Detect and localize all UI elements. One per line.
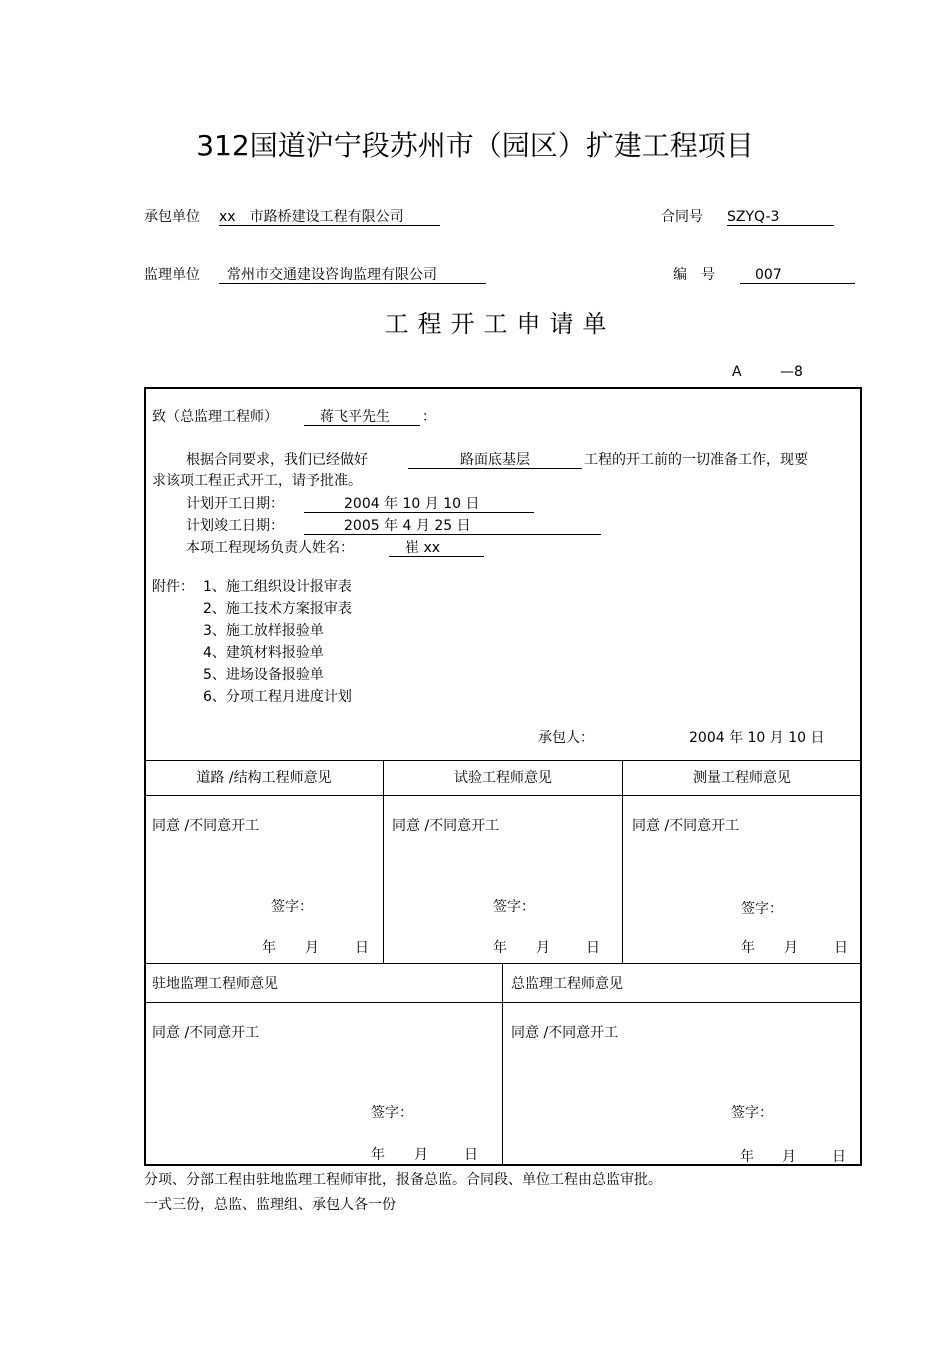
signature-label: 签字： [371, 1105, 413, 1121]
date-month: 月 [414, 1147, 428, 1163]
applicant-label: 承包人： [538, 730, 594, 746]
form-title: 工程开工申请单 [384, 310, 616, 338]
body-line2: 求该项工程正式开工，请予批准。 [152, 473, 362, 489]
attachment-item: 6、分项工程月进度计划 [203, 689, 352, 705]
opinion-text: 同意 /不同意开工 [152, 818, 260, 834]
work-item: 路面底基层 [408, 452, 582, 469]
date-year: 年 [741, 940, 755, 956]
date-day: 日 [832, 1149, 846, 1165]
body-prefix: 根据合同要求，我们已经做好 [186, 452, 368, 468]
to-colon: ： [422, 409, 436, 425]
divider [502, 964, 503, 1165]
manager-label: 本项工程现场负责人姓名： [186, 540, 354, 556]
project-title: 312国道沪宁段苏州市（园区）扩建工程项目 [196, 129, 754, 162]
date-day: 日 [464, 1147, 478, 1163]
signature-label: 签字： [741, 901, 783, 917]
signature-label: 签字： [731, 1105, 773, 1121]
to-label: 致（总监理工程师） [152, 409, 278, 425]
supervisor-unit-label: 监理单位 [144, 267, 200, 283]
date-month: 月 [305, 940, 319, 956]
attachment-item: 2、施工技术方案报审表 [203, 601, 352, 617]
road-engineer-header: 道路 /结构工程师意见 [196, 770, 332, 786]
form-code-letter: A [732, 364, 742, 380]
serial-no-label: 编 号 [673, 267, 715, 283]
manager-name: 崔 xx [389, 540, 484, 557]
date-year: 年 [740, 1149, 754, 1165]
date-day: 日 [834, 940, 848, 956]
date-year: 年 [262, 940, 276, 956]
divider [622, 761, 623, 963]
resident-supervisor-header: 驻地监理工程师意见 [152, 976, 278, 992]
contractor-value: xx 市路桥建设工程有限公司 [219, 209, 440, 226]
start-label: 计划开工日期： [186, 496, 284, 512]
opinion-text: 同意 /不同意开工 [152, 1025, 260, 1041]
date-year: 年 [493, 940, 507, 956]
date-month: 月 [536, 940, 550, 956]
attachment-item: 5、进场设备报验单 [203, 667, 324, 683]
attachment-item: 3、施工放样报验单 [203, 623, 324, 639]
opinion-text: 同意 /不同意开工 [632, 818, 740, 834]
serial-no-value: 007 [740, 267, 855, 284]
signature-label: 签字： [271, 899, 313, 915]
divider [145, 795, 861, 796]
date-year: 年 [371, 1147, 385, 1163]
chief-supervisor-header: 总监理工程师意见 [511, 976, 623, 992]
attachment-item: 4、建筑材料报验单 [203, 645, 324, 661]
date-month: 月 [784, 940, 798, 956]
form-code-number: —8 [780, 364, 803, 380]
divider [145, 760, 861, 761]
supervisor-unit-value: 常州市交通建设咨询监理有限公司 [219, 267, 486, 284]
attachments-label: 附件： [152, 579, 194, 595]
end-date: 2005 年 4 月 25 日 [304, 518, 601, 535]
test-engineer-header: 试验工程师意见 [454, 770, 552, 786]
body-suffix: 工程的开工前的一切准备工作，现要 [584, 452, 808, 468]
divider [145, 1002, 861, 1003]
footnote: 分项、分部工程由驻地监理工程师审批，报备总监。合同段、单位工程由总监审批。 [144, 1172, 662, 1188]
end-label: 计划竣工日期： [186, 518, 284, 534]
applicant-date: 2004 年 10 月 10 日 [689, 730, 825, 746]
opinion-text: 同意 /不同意开工 [511, 1025, 619, 1041]
opinion-text: 同意 /不同意开工 [392, 818, 500, 834]
start-date: 2004 年 10 月 10 日 [304, 496, 534, 513]
contractor-label: 承包单位 [144, 209, 200, 225]
contract-no-value: SZYQ-3 [727, 209, 834, 226]
date-day: 日 [355, 940, 369, 956]
attachment-item: 1、施工组织设计报审表 [203, 579, 352, 595]
survey-engineer-header: 测量工程师意见 [693, 770, 791, 786]
divider [145, 963, 861, 964]
date-month: 月 [782, 1149, 796, 1165]
divider [383, 761, 384, 963]
date-day: 日 [586, 940, 600, 956]
contract-no-label: 合同号 [661, 209, 703, 225]
to-name: 蒋飞平先生 [304, 409, 420, 426]
footnote: 一式三份，总监、监理组、承包人各一份 [144, 1197, 396, 1213]
signature-label: 签字： [493, 899, 535, 915]
